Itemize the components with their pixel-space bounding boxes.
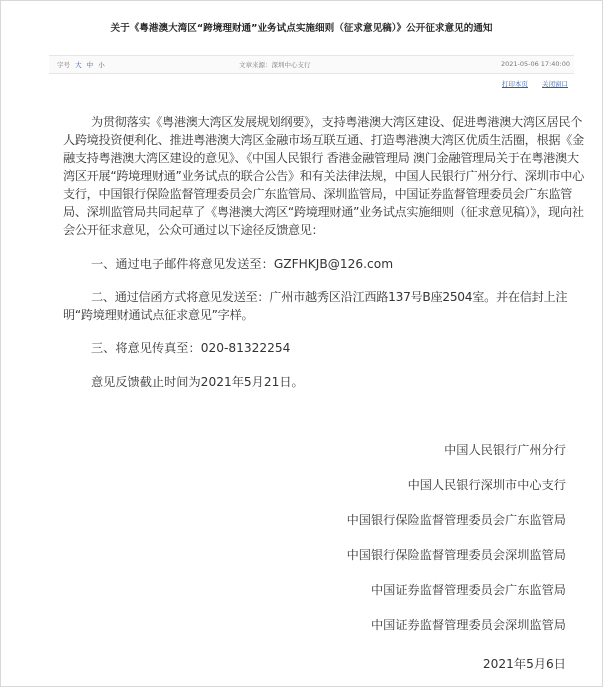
meta-bar [49, 55, 574, 74]
signer-item: 中国人民银行广州分行 [444, 443, 566, 457]
signer-list [347, 441, 566, 651]
signer-item: 中国人民银行深圳市中心支行 [407, 478, 566, 492]
signer-item: 中国证券监督管理委员会广东监管局 [371, 583, 566, 597]
deadline-paragraph: 意见反馈截止时间为2021年5月21日。 [91, 375, 304, 389]
intro-paragraph: 为贯彻落实《粤港澳大湾区发展规划纲要》，支持粤港澳大湾区建设、促进粤港澳大湾区居民个人跨境投资便利化、推进粤港澳大湾区金融市场互联互通、打造粤港澳大湾区优质生活圈，根据《金融支持粤港澳大湾区建设的意见》、《中国人民银行 香港金融管理局 澳门金融管理局关于在粤港澳大湾区开展“跨境理财通”业务试点的联合公告》和有关法律法规，中国人民银行广州分行、深圳市中心支行，中国银行保险监督管理委员会广东监管局、深圳监管局，中国证券监督管理委员会广东监管局、深圳监管局共同起草了《粤港澳大湾区“跨境理财通”业务试点实施细则（征求意见稿）》，现向社会公开征求意见，公众可通过以下途径反馈意见： [63, 115, 584, 237]
font-size-label: 字号 [57, 61, 70, 69]
page-actions [490, 79, 568, 88]
close-window-link[interactable]: 关闭窗口 [542, 80, 568, 88]
email-item-label: 一、通过电子邮件将意见发送至： [91, 257, 274, 271]
article-source: 文章来源：深圳中心支行 [239, 61, 311, 69]
print-page-link[interactable]: 打印本页 [501, 80, 528, 88]
feedback-item-fax [63, 339, 584, 357]
feedback-item-email [63, 255, 584, 273]
feedback-fax-number: 020-81322254 [200, 341, 291, 355]
feedback-email: GZFHKJB@126.com [273, 257, 394, 271]
publish-date: 2021-05-06 17:40:00 [500, 60, 570, 68]
font-size-selector [57, 60, 105, 69]
font-size-small[interactable]: 小 [98, 61, 105, 69]
signer-item: 中国证券监督管理委员会深圳监管局 [371, 618, 566, 632]
feedback-item-mail: 二、通过信函方式将意见发送至：广州市越秀区沿江西路137号B座2504室。并在信封上注明“跨境理财通试点征求意见”字样。 [63, 290, 568, 322]
page-title: 关于《粤港澳大湾区“跨境理财通”业务试点实施细则（征求意见稿）》公开征求意见的通知 [110, 23, 493, 34]
article-body [63, 113, 584, 389]
signer-item: 中国银行保险监督管理委员会深圳监管局 [346, 548, 566, 562]
signer-item: 中国银行保险监督管理委员会广东监管局 [346, 513, 566, 527]
font-size-medium[interactable]: 中 [86, 61, 94, 69]
fax-item-label: 三、将意见传真至： [91, 341, 201, 355]
font-size-large[interactable]: 大 [75, 61, 82, 69]
signature-date: 2021年5月6日 [482, 657, 566, 671]
